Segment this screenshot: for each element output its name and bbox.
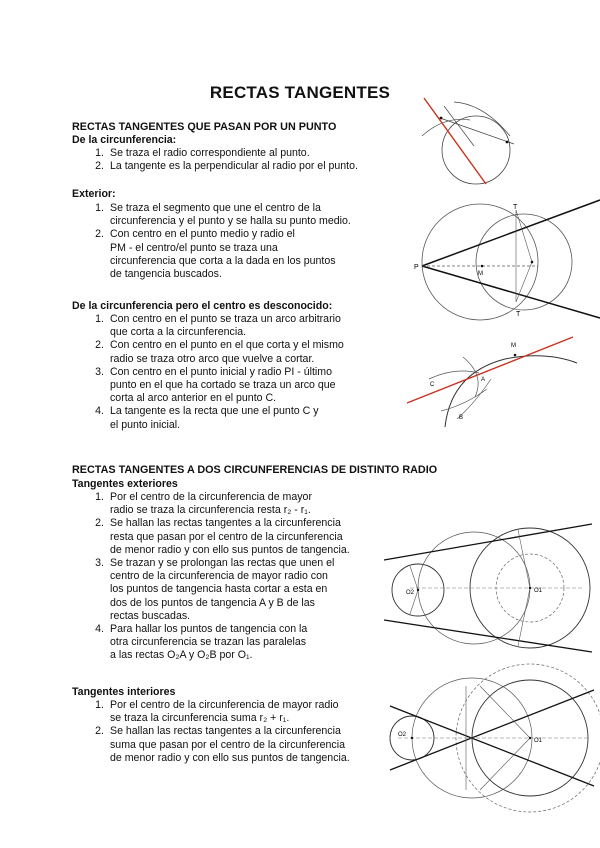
label-t-top: T bbox=[513, 204, 518, 211]
list-item-line: otra circunferencia se trazan las paralelas bbox=[110, 636, 307, 649]
list-item-line: PM - el centro/el punto se traza una bbox=[110, 241, 278, 254]
list-item-line: corta al arco anterior en el punto C. bbox=[110, 392, 277, 405]
list-item bbox=[90, 623, 350, 663]
list-item-line: Para hallar los puntos de tangencia con la bbox=[110, 623, 308, 636]
list-item-line: Con centro en el punto medio y radio el bbox=[110, 228, 295, 241]
label-c: C bbox=[430, 382, 435, 388]
label-m: M bbox=[511, 343, 516, 349]
section1-heading: RECTAS TANGENTES QUE PASAN POR UN PUNTO bbox=[72, 121, 337, 133]
list-item bbox=[90, 366, 344, 406]
list-item-line: circunferencia y el punto y se halla su punto medio. bbox=[110, 215, 351, 228]
list-item-line: Se trazan y se prolongan las rectas que unen el bbox=[110, 557, 335, 570]
list-item bbox=[90, 725, 350, 765]
list-item-line: se traza la circunferencia suma r₂ + r₁. bbox=[110, 712, 290, 725]
list-item-number: 2. bbox=[95, 725, 104, 738]
label-p: P bbox=[414, 264, 419, 271]
list-item-line: el punto inicial. bbox=[110, 418, 181, 431]
sub-tangentes-interiores: Tangentes interiores bbox=[72, 686, 176, 698]
list-item bbox=[90, 228, 351, 281]
list-item-number: 2. bbox=[95, 160, 104, 173]
label-o1: O1 bbox=[534, 738, 543, 744]
list-item bbox=[90, 339, 344, 365]
list-item-number: 3. bbox=[95, 557, 104, 570]
figure-tangentes-interiores bbox=[384, 666, 598, 812]
sub-tangentes-exteriores: Tangentes exteriores bbox=[72, 478, 178, 490]
list-item-number: 2. bbox=[95, 517, 104, 530]
figure-tangent-unknown-center bbox=[405, 333, 585, 429]
label-o2: O2 bbox=[406, 590, 415, 596]
list-item bbox=[90, 557, 350, 623]
page-title: RECTAS TANGENTES bbox=[209, 83, 391, 102]
list-item bbox=[90, 699, 350, 725]
list-item-line: Por el centro de la circunferencia de mayor radio bbox=[110, 699, 339, 711]
list-item-line: Con centro en el punto inicial y radio PI - último bbox=[110, 365, 332, 378]
label-a: A bbox=[481, 377, 486, 383]
list-item bbox=[90, 147, 358, 160]
list-item-line: La tangente es la perpendicular al radio por el punto. bbox=[110, 160, 358, 173]
list-item-number: 3. bbox=[95, 365, 104, 378]
list-item-number: 1. bbox=[95, 147, 104, 159]
figure-tangent-on-circle bbox=[414, 96, 532, 188]
list-item-line: los puntos de tangencia hasta cortar a esta en bbox=[110, 583, 328, 596]
list-item-line: circunferencia que corta a la dada en los puntos bbox=[110, 254, 336, 267]
section2-heading: RECTAS TANGENTES A DOS CIRCUNFERENCIAS DE DISTINTO RADIO bbox=[72, 464, 438, 476]
label-o2: O2 bbox=[398, 732, 407, 738]
list-item-line: suma que pasan por el centro de la circunferencia bbox=[110, 738, 345, 751]
list-item-number: 1. bbox=[95, 202, 104, 214]
label-m: M bbox=[478, 271, 483, 277]
list-tangentes-interiores bbox=[90, 699, 350, 765]
list-item-line: rectas buscadas. bbox=[110, 609, 191, 622]
list-item-line: Se traza el segmento que une el centro de la bbox=[110, 202, 321, 214]
list-item-line: a las rectas O₂A y O₂B por O₁. bbox=[110, 649, 253, 662]
list-item bbox=[90, 405, 344, 431]
list-item-line: La tangente es la recta que une el punto C y bbox=[110, 405, 319, 418]
list-item-line: Se hallan las rectas tangentes a la circunferencia bbox=[110, 517, 341, 530]
label-t-bottom: T bbox=[516, 311, 521, 318]
list-item bbox=[90, 202, 351, 228]
list-item-number: 2. bbox=[95, 228, 104, 241]
list-item-line: dos de los puntos de tangencia A y B de las bbox=[110, 596, 315, 609]
list-item bbox=[90, 313, 344, 339]
sub-circunferencia: De la circunferencia: bbox=[72, 134, 177, 146]
list-item-line: que corta a la circunferencia. bbox=[110, 326, 247, 339]
list-item-line: punto en el que ha cortado se traza un arco que bbox=[110, 379, 336, 392]
list-item-number: 1. bbox=[95, 491, 104, 503]
list-item-line: de tangencia buscados. bbox=[110, 268, 222, 281]
list-centro-desconocido bbox=[90, 313, 344, 432]
list-item-number: 2. bbox=[95, 339, 104, 352]
list-item-number: 4. bbox=[95, 623, 104, 636]
label-b: B bbox=[459, 415, 464, 421]
sub-exterior: Exterior: bbox=[72, 188, 116, 200]
list-exterior bbox=[90, 202, 351, 281]
list-item-line: centro de la circunferencia de mayor radio con bbox=[110, 570, 328, 583]
list-tangentes-exteriores bbox=[90, 491, 350, 663]
list-item-line: Se hallan las rectas tangentes a la circunferencia bbox=[110, 725, 341, 738]
list-item-line: Se traza el radio correspondiente al punto. bbox=[110, 147, 310, 159]
sub-centro-desconocido: De la circunferencia pero el centro es desconocido: bbox=[72, 300, 333, 312]
label-o1: O1 bbox=[534, 588, 543, 594]
list-item-line: resta que pasan por el centro de la circunferencia bbox=[110, 530, 343, 543]
list-item bbox=[90, 160, 358, 173]
figure-tangentes-exteriores bbox=[380, 516, 600, 666]
list-item-line: Por el centro de la circunferencia de mayor bbox=[110, 491, 312, 503]
list-item-line: radio se traza otro arco que vuelve a cortar. bbox=[110, 352, 315, 365]
list-item-number: 4. bbox=[95, 405, 104, 418]
list-item bbox=[90, 491, 350, 517]
list-item-line: de menor radio y con ello sus puntos de tangencia. bbox=[110, 543, 350, 556]
list-item-line: Con centro en el punto en el que corta y el mismo bbox=[110, 339, 344, 352]
list-item-number: 1. bbox=[95, 313, 104, 325]
list-item bbox=[90, 517, 350, 557]
list-item-line: radio se traza la circunferencia resta r₂ - r₁. bbox=[110, 504, 311, 517]
list-circunferencia bbox=[90, 147, 358, 173]
list-item-line: de menor radio y con ello sus puntos de tangencia. bbox=[110, 751, 350, 764]
list-item-number: 1. bbox=[95, 699, 104, 711]
figure-tangent-exterior bbox=[412, 198, 600, 320]
list-item-line: Con centro en el punto se traza un arco arbitrario bbox=[110, 313, 341, 325]
